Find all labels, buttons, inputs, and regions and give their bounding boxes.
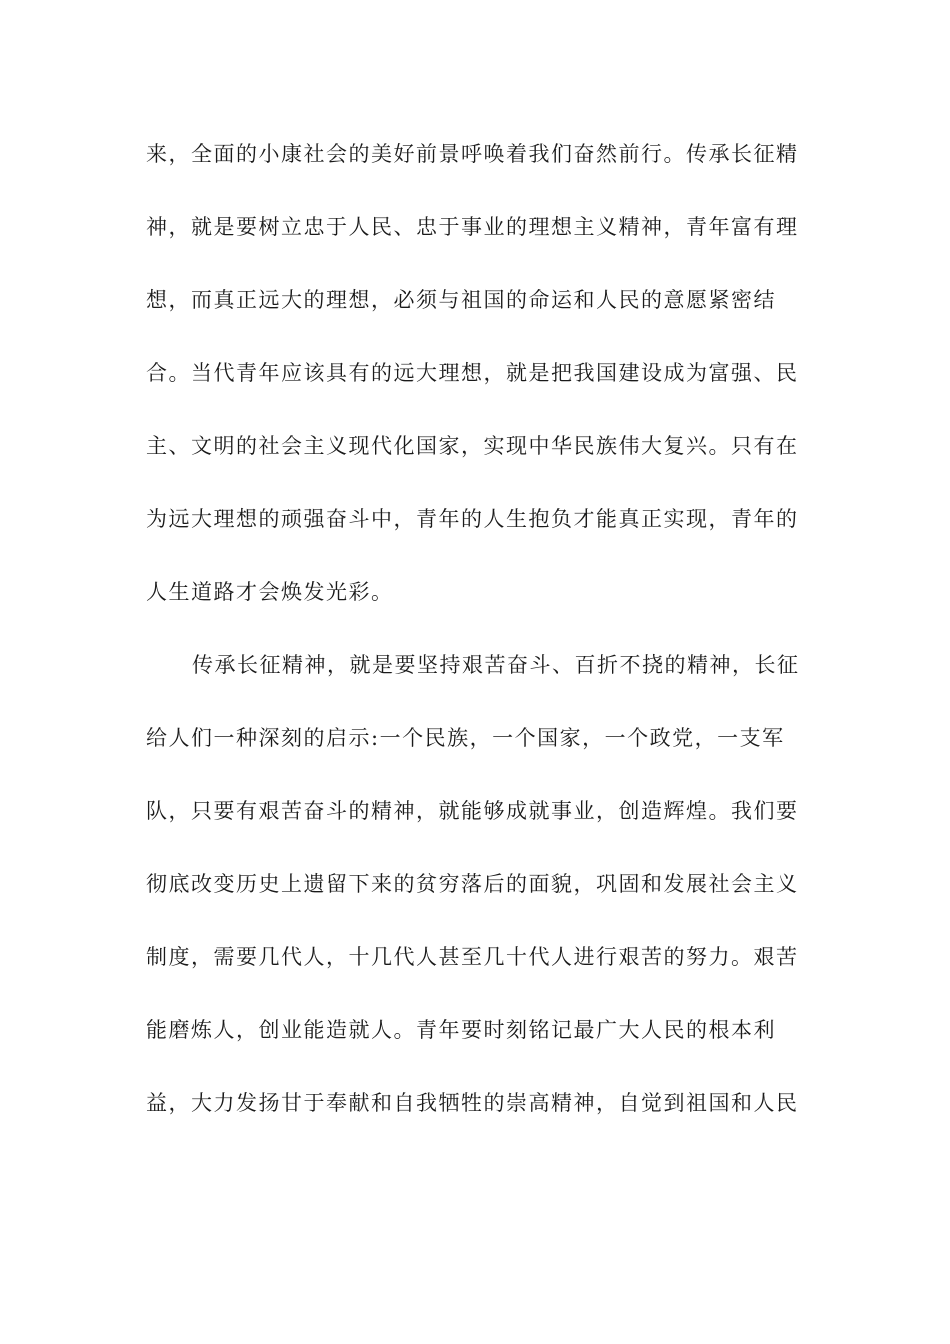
text-line: 想，而真正远大的理想，必须与祖国的命运和人民的意愿紧密结 — [146, 288, 776, 312]
text-line: 来，全面的小康社会的美好前景呼唤着我们奋然前行。传承长征精 — [146, 142, 799, 166]
text-line: 主、文明的社会主义现代化国家，实现中华民族伟大复兴。只有在 — [146, 434, 799, 458]
body-text — [146, 128, 806, 1150]
text-line: 神，就是要树立忠于人民、忠于事业的理想主义精神，青年富有理 — [146, 215, 799, 239]
text-line: 给人们一种深刻的启示:一个民族，一个国家，一个政党，一支军 — [146, 726, 785, 750]
text-line: 为远大理想的顽强奋斗中，青年的人生抱负才能真正实现，青年的 — [146, 507, 799, 531]
paragraph — [146, 128, 806, 639]
text-line: 人生道路才会焕发光彩。 — [146, 580, 394, 604]
text-line: 益，大力发扬甘于奉献和自我牺牲的崇高精神，自觉到祖国和人民 — [146, 1091, 799, 1115]
text-line: 彻底改变历史上遗留下来的贫穷落后的面貌，巩固和发展社会主义 — [146, 872, 799, 896]
text-line: 队，只要有艰苦奋斗的精神，就能够成就事业，创造辉煌。我们要 — [146, 799, 799, 823]
paragraph — [146, 639, 806, 1150]
text-line: 合。当代青年应该具有的远大理想，就是把我国建设成为富强、民 — [146, 361, 799, 385]
text-line: 传承长征精神，就是要坚持艰苦奋斗、百折不挠的精神，长征 — [192, 653, 800, 677]
text-line: 能磨炼人，创业能造就人。青年要时刻铭记最广大人民的根本利 — [146, 1018, 776, 1042]
text-line: 制度，需要几代人，十几代人甚至几十代人进行艰苦的努力。艰苦 — [146, 945, 799, 969]
